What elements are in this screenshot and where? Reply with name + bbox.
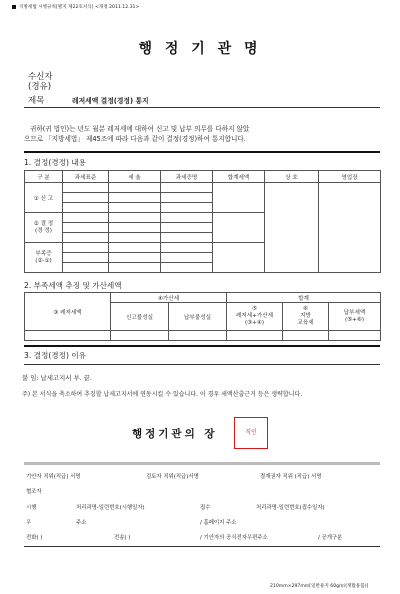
col-header-workplace: 영업장 xyxy=(319,171,381,183)
reduction-notice: 주) 본 서식을 축소하여 추징할 납세고지서에 연동시킬 수 있습니다. 이 경우 세액산출근거 등은 생략합니다. xyxy=(22,391,303,398)
enforce-number: 처리과명-일련번호(시행일자) xyxy=(76,505,145,511)
section3-title: 3. 결정(경정) 이유 xyxy=(24,351,87,360)
reviewer-field: 검토자 직위(직급)서명 xyxy=(146,474,199,480)
receipt-label: 접수 xyxy=(200,505,211,511)
recipient-via: (경유) xyxy=(28,82,52,92)
drafter-field: 기안자 직위(직급) 서명 xyxy=(26,474,81,480)
section3-top-rule xyxy=(24,345,380,347)
form-header xyxy=(12,4,139,10)
row-label-decision: ② 결 정 (경 정) xyxy=(25,213,63,243)
subject-label: 제목 xyxy=(28,96,45,106)
col-leisure-plus-penalty: ⑤ 레저세+가산세 (③+④) xyxy=(227,303,283,331)
page-title: 행 정 기 관 명 xyxy=(138,41,262,57)
section1-top-rule xyxy=(24,151,380,153)
group-total: 합계 xyxy=(227,293,381,303)
group-penalty: ④가산세 xyxy=(111,293,227,303)
col-header-total-tax: 합계세액 xyxy=(213,171,265,183)
homepage-field: / 홈페이지 주소 xyxy=(200,520,237,526)
intro-line-1: 귀하(귀 법인)는 년도 월분 레저세에 대하여 신고 및 납부 의무를 다하지 않았 xyxy=(30,125,250,133)
subject-divider xyxy=(24,107,380,108)
fax-field: 전송( ) xyxy=(114,535,131,541)
cooperator-field: 협조자 xyxy=(26,489,42,495)
subject-text: 레저세액 결정(경정) 통지 xyxy=(72,97,149,105)
section3-bottom-rule xyxy=(24,364,380,365)
form-info: 지방세법 시행규칙[별지 제22호서식] <개정 2011.12.31> xyxy=(19,5,140,10)
email-field: / 기안자의 공식전자우편주소 xyxy=(200,535,268,541)
receipt-number: 처리과명-일련번호(접수일자) xyxy=(256,505,325,511)
section1-title: 1. 결정(경정) 내용 xyxy=(24,158,87,167)
phone-field: 전화( ) xyxy=(26,535,43,541)
col-local-education-tax: ⑥ 지방 교육세 xyxy=(283,303,329,331)
col-header-tax-proof: 과세증명 xyxy=(161,171,213,183)
enforce-label: 시행 xyxy=(26,505,37,511)
col-header-business-name: 상 호 xyxy=(265,171,319,183)
footer-bottom-rule xyxy=(24,546,380,547)
intro-line-2: 으므로 「지방세법」 제45조에 따라 다음과 같이 결정(경정)하여 통지합니다. xyxy=(24,135,246,143)
row-label-report: ① 신 고 xyxy=(25,183,63,213)
postcode-field: 우 xyxy=(26,520,32,526)
attachment-line: 붙 임: 납세고지서 부. 끝. xyxy=(22,374,92,382)
col-payment-negligence: 납부불성실 xyxy=(169,303,227,331)
col-header-tax-base: 과세표준 xyxy=(63,171,109,183)
paper-size-note: 210mm×297mm[일반용지 60g/㎡(재활용품)] xyxy=(270,584,369,589)
approver-field: 결재권자 직위 (직급) 서명 xyxy=(260,474,322,480)
decision-table xyxy=(24,170,381,273)
decision-header-row xyxy=(25,171,381,183)
col-header-type: 구 분 xyxy=(25,171,63,183)
col-payable-amount: 납부세액 (⑤+⑥) xyxy=(329,303,381,331)
footer-band xyxy=(24,462,380,465)
col-header-tax-rate: 세 율 xyxy=(109,171,161,183)
disclosure-field: / 공개구분 xyxy=(318,535,343,541)
seal-label: 직인 xyxy=(245,429,257,436)
penalty-table xyxy=(24,292,381,341)
agency-head: 행정기관의 장 xyxy=(132,428,218,440)
header-bullet-icon xyxy=(12,5,16,9)
col-report-negligence: 신고불성실 xyxy=(111,303,169,331)
address-field: 주소 xyxy=(76,520,87,526)
section2-title: 2. 부족세액 추징 및 가산세액 xyxy=(24,281,122,290)
recipient-label: 수신자 xyxy=(28,72,53,82)
col-leisure-tax: ③ 레저세액 xyxy=(25,293,111,331)
row-label-shortfall: 부족증 (②-①) xyxy=(25,243,63,273)
official-seal xyxy=(234,417,268,449)
